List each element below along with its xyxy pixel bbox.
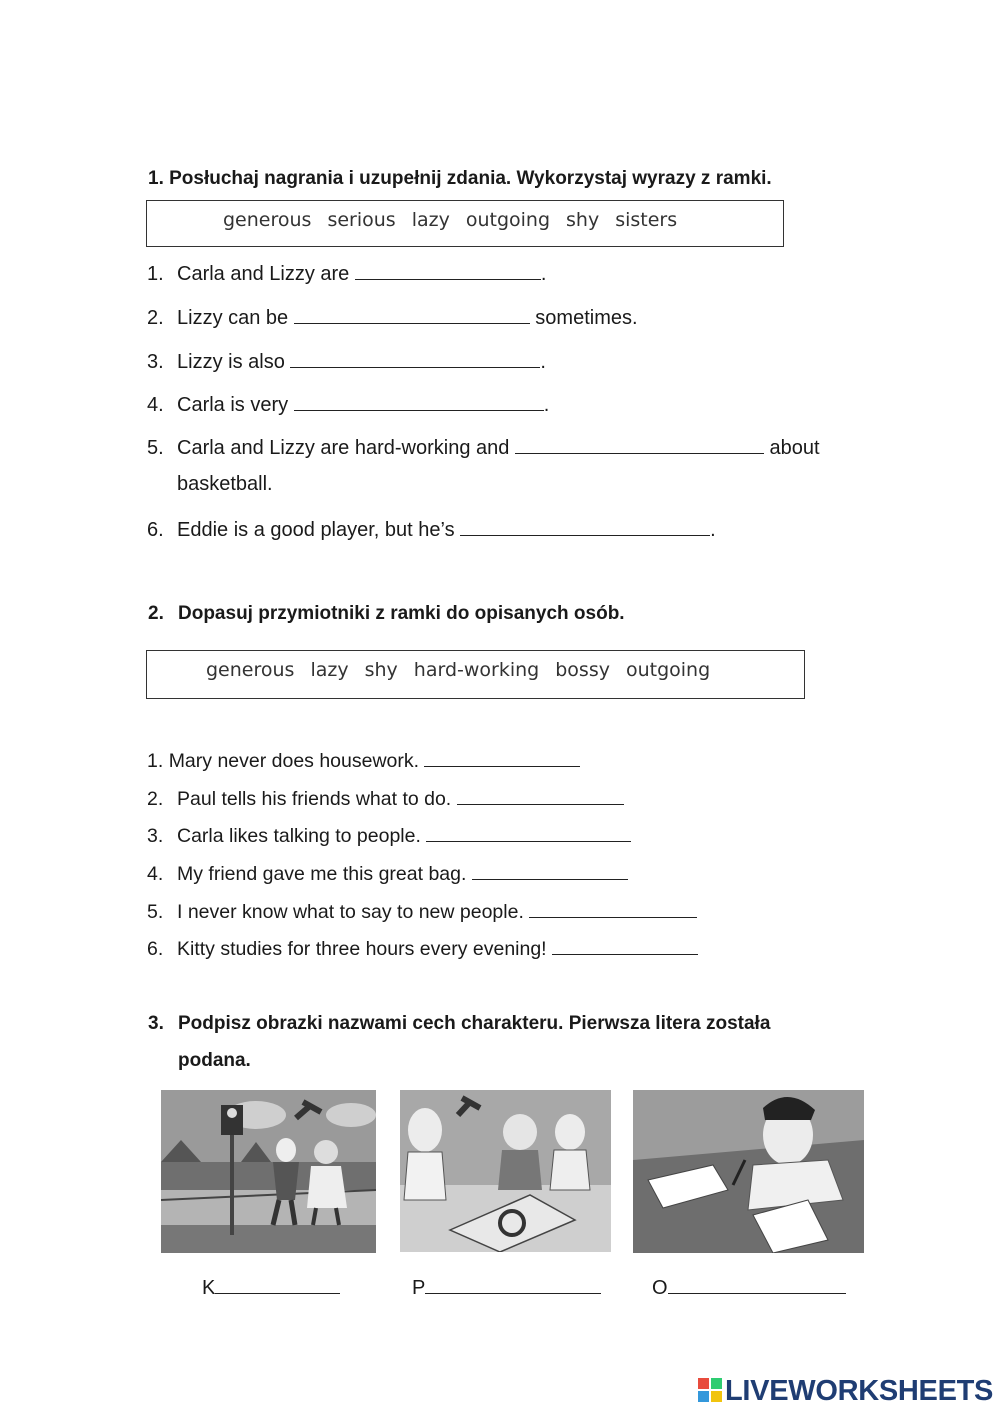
sentence-2-5: 5. I never know what to say to new people.: [147, 899, 697, 924]
illustration-bossy: [400, 1090, 611, 1252]
section3-heading: 3. Podpisz obrazki nazwami cech charakteru. Pierwsza litera została: [148, 1013, 771, 1034]
word-box-2-word: lazy: [310, 659, 349, 681]
sentence-1-4: 4. Carla is very .: [147, 394, 550, 416]
answer-blank[interactable]: [290, 349, 540, 368]
sentence-1-6: 6. Eddie is a good player, but he’s .: [147, 519, 716, 541]
word-box-1-word: serious: [327, 209, 396, 231]
word-box-2-word: bossy: [555, 659, 610, 681]
sentence-1-2: 2. Lizzy can be sometimes.: [147, 307, 638, 329]
word-box-1-word: lazy: [411, 209, 450, 231]
section1-heading: 1. Posłuchaj nagrania i uzupełnij zdania. Wykorzystaj wyrazy z ramki.: [148, 168, 772, 189]
word-box-1-word: outgoing: [465, 209, 551, 231]
section2-heading: 2. Dopasuj przymiotniki z ramki do opisanych osób.: [148, 603, 625, 624]
label-organised: O: [652, 1275, 846, 1300]
label-kind: K: [202, 1275, 340, 1300]
word-box-2-word: generous: [206, 659, 295, 681]
section3-heading-line2: podana.: [178, 1050, 251, 1071]
sentence-2-4: 4. My friend gave me this great bag.: [147, 861, 628, 886]
answer-blank[interactable]: [355, 261, 541, 280]
word-box-1-word: sisters: [615, 209, 678, 231]
sentence-2-1: 1. Mary never does housework.: [147, 748, 580, 773]
answer-blank[interactable]: [460, 517, 710, 536]
sentence-1-1: 1. Carla and Lizzy are .: [147, 263, 547, 285]
sentence-2-2: 2. Paul tells his friends what to do.: [147, 786, 624, 811]
answer-blank[interactable]: [668, 1275, 846, 1294]
answer-blank[interactable]: [294, 305, 530, 324]
label-bossy: P: [412, 1275, 601, 1300]
answer-blank[interactable]: [424, 748, 580, 767]
sentence-1-3: 3. Lizzy is also .: [147, 351, 546, 373]
word-box-2-word: shy: [364, 659, 398, 681]
answer-blank[interactable]: [457, 786, 624, 805]
sentence-2-6: 6. Kitty studies for three hours every evening!: [147, 936, 698, 961]
sentence-1-5: 5. Carla and Lizzy are hard-working and about: [147, 437, 820, 459]
answer-blank[interactable]: [215, 1275, 340, 1294]
sentence-2-3: 3. Carla likes talking to people.: [147, 823, 631, 848]
liveworksheets-logo: LIVEWORKSHEETS: [698, 1375, 993, 1411]
answer-blank[interactable]: [529, 899, 697, 918]
word-box-2: [146, 650, 805, 699]
answer-blank[interactable]: [552, 936, 698, 955]
word-box-2-word: hard-working: [413, 659, 540, 681]
answer-blank[interactable]: [472, 861, 628, 880]
sentence-1-5-continuation: basketball.: [177, 473, 273, 495]
answer-blank[interactable]: [425, 1275, 601, 1294]
illustration-organised: [633, 1090, 864, 1253]
word-box-1-word: generous: [223, 209, 312, 231]
liveworksheets-logo-icon: [698, 1378, 722, 1402]
answer-blank[interactable]: [426, 823, 631, 842]
word-box-1-word: shy: [566, 209, 600, 231]
answer-blank[interactable]: [515, 435, 764, 454]
word-box-2-word: outgoing: [625, 659, 711, 681]
answer-blank[interactable]: [294, 392, 544, 411]
word-box-1: [146, 200, 784, 247]
illustration-kind: [161, 1090, 376, 1253]
